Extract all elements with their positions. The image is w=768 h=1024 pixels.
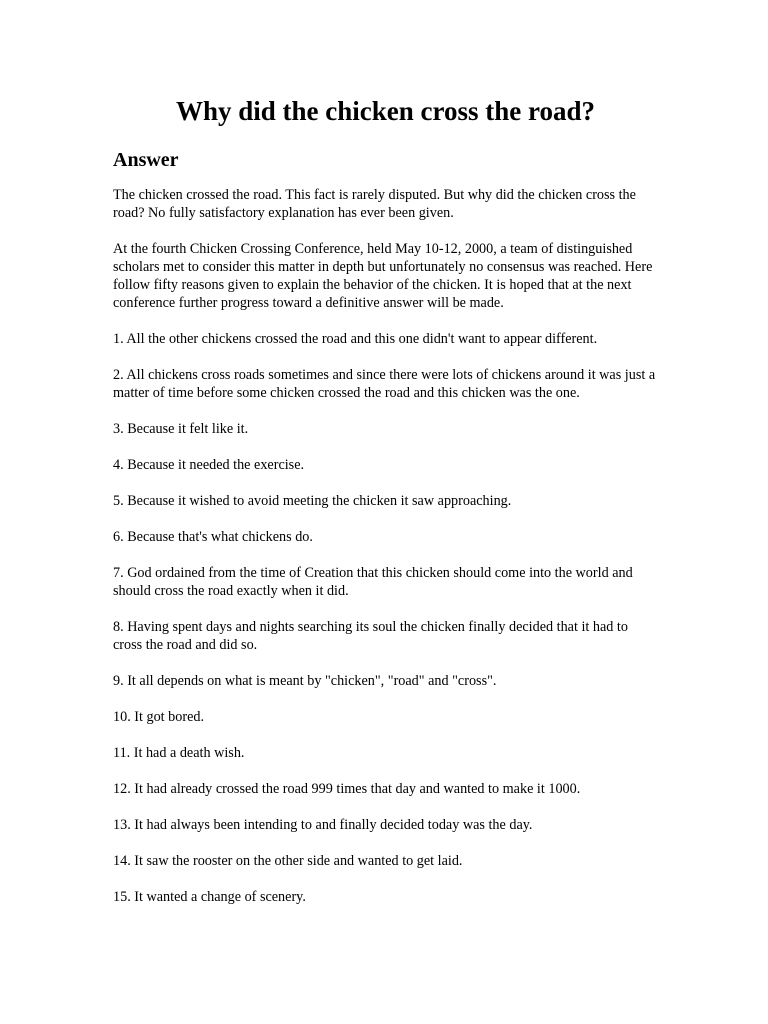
list-item: 5. Because it wished to avoid meeting the chicken it saw approaching. [113, 493, 512, 509]
list-item: 2. All chickens cross roads sometimes and since there were lots of chickens around it was just a matter of time before some chicken crossed the road and this chicken was the one. [113, 367, 656, 401]
document-page [113, 94, 658, 924]
list-item: 3. Because it felt like it. [113, 421, 249, 437]
list-item: 8. Having spent days and nights searching its soul the chicken finally decided that it had to cross the road and did so. [113, 619, 628, 653]
section-heading: Answer [113, 149, 179, 171]
intro-paragraph: The chicken crossed the road. This fact is rarely disputed. But why did the chicken cross the road? No fully satisfactory explanation has ever been given. [113, 187, 636, 221]
list-item: 6. Because that's what chickens do. [113, 529, 313, 545]
list-item: 11. It had a death wish. [113, 745, 245, 761]
list-item: 9. It all depends on what is meant by "chicken", "road" and "cross". [113, 673, 497, 689]
list-item: 7. God ordained from the time of Creation that this chicken should come into the world and should cross the road exactly when it did. [113, 565, 633, 599]
page-title: Why did the chicken cross the road? [175, 96, 596, 126]
list-item: 1. All the other chickens crossed the road and this one didn't want to appear different. [113, 331, 598, 347]
reasons-list [113, 330, 658, 906]
list-item: 12. It had already crossed the road 999 times that day and wanted to make it 1000. [113, 781, 581, 797]
list-item: 13. It had always been intending to and finally decided today was the day. [113, 817, 533, 833]
list-item: 15. It wanted a change of scenery. [113, 889, 306, 905]
list-item: 4. Because it needed the exercise. [113, 457, 305, 473]
list-item: 14. It saw the rooster on the other side and wanted to get laid. [113, 853, 463, 869]
intro-paragraph: At the fourth Chicken Crossing Conference, held May 10-12, 2000, a team of distinguished scholars met to consider this matter in depth but unfortunately no consensus was reached. Here follow fifty reasons given to explain the behavior of the chicken. It is hoped that at the next conference further progress toward a definitive answer will be made. [113, 241, 653, 311]
list-item: 10. It got bored. [113, 709, 205, 725]
